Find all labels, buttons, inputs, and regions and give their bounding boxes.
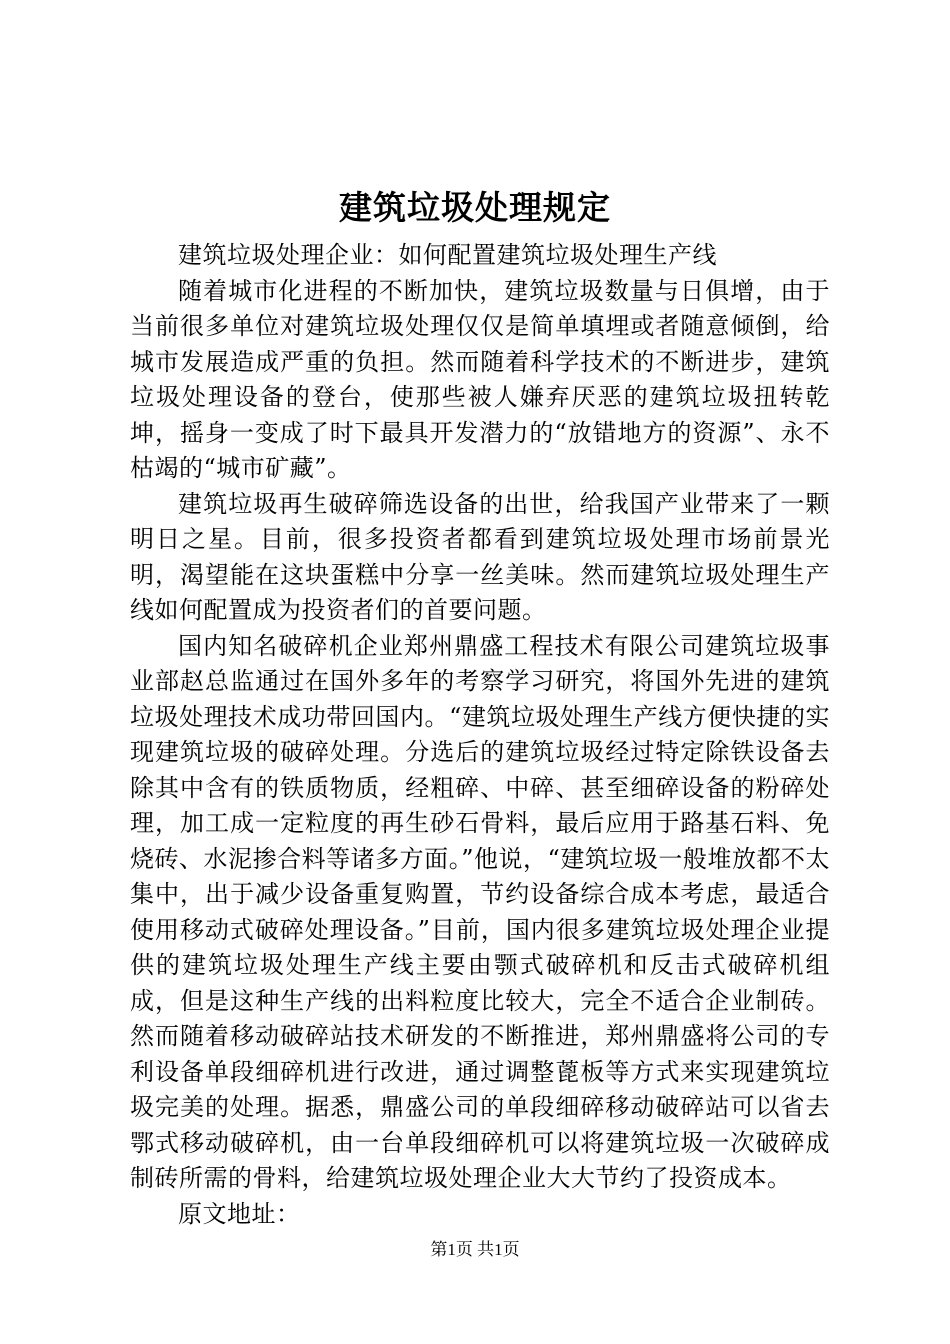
document-title: 建筑垃圾处理规定 bbox=[339, 188, 611, 227]
paragraph-subtitle: 建筑垃圾处理企业：如何配置建筑垃圾处理生产线 bbox=[178, 241, 717, 269]
document-body bbox=[130, 238, 830, 1232]
paragraph-source: 原文地址： bbox=[178, 1199, 301, 1228]
paragraph-intro: 随着城市化进程的不断加快，建筑垃圾数量与日俱增，由于当前很多单位对建筑垃圾处理仅仅是简单填埋或者随意倾倒，给城市发展造成严重的负担。然而随着科学技术的不断进步，建筑垃圾处理设备的登台，使那些被人嫌弃厌恶的建筑垃圾扭转乾坤，摇身一变成了时下最具开发潜力的“放错地方的资源”、永不枯竭的“城市矿藏”。 bbox=[130, 276, 830, 482]
paragraph-main: 国内知名破碎机企业郑州鼎盛工程技术有限公司建筑垃圾事业部赵总监通过在国外多年的考察学习研究，将国外先进的建筑垃圾处理技术成功带回国内。“建筑垃圾处理生产线方便快捷的实现建筑垃圾的破碎处理。分选后的建筑垃圾经过特定除铁设备去除其中含有的铁质物质，经粗碎、中碎、甚至细碎设备的粉碎处理，加工成一定粒度的再生砂石骨料，最后应用于路基石料、免烧砖、水泥掺合料等诸多方面。”他说，“建筑垃圾一般堆放都不太集中，出于减少设备重复购置，节约设备综合成本考虑，最适合使用移动式破碎处理设备。”目前，国内很多建筑垃圾处理企业提供的建筑垃圾处理生产线主要由颚式破碎机和反击式破碎机组成，但是这种生产线的出料粒度比较大，完全不适合企业制砖。然而随着移动破碎站技术研发的不断推进，郑州鼎盛将公司的专利设备单段细碎机进行改进，通过调整蓖板等方式来实现建筑垃圾完美的处理。据悉，鼎盛公司的单段细碎移动破碎站可以省去鄂式移动破碎机，由一台单段细碎机可以将建筑垃圾一次破碎成制砖所需的骨料，给建筑垃圾处理企业大大节约了投资成本。 bbox=[130, 631, 830, 1192]
page-footer: 第1页 共1页 bbox=[430, 1240, 520, 1259]
paragraph-equipment: 建筑垃圾再生破碎筛选设备的出世，给我国产业带来了一颗明日之星。目前，很多投资者都看到建筑垃圾处理市场前景光明，渴望能在这块蛋糕中分享一丝美味。然而建筑垃圾处理生产线如何配置成为投资者们的首要问题。 bbox=[130, 489, 830, 624]
